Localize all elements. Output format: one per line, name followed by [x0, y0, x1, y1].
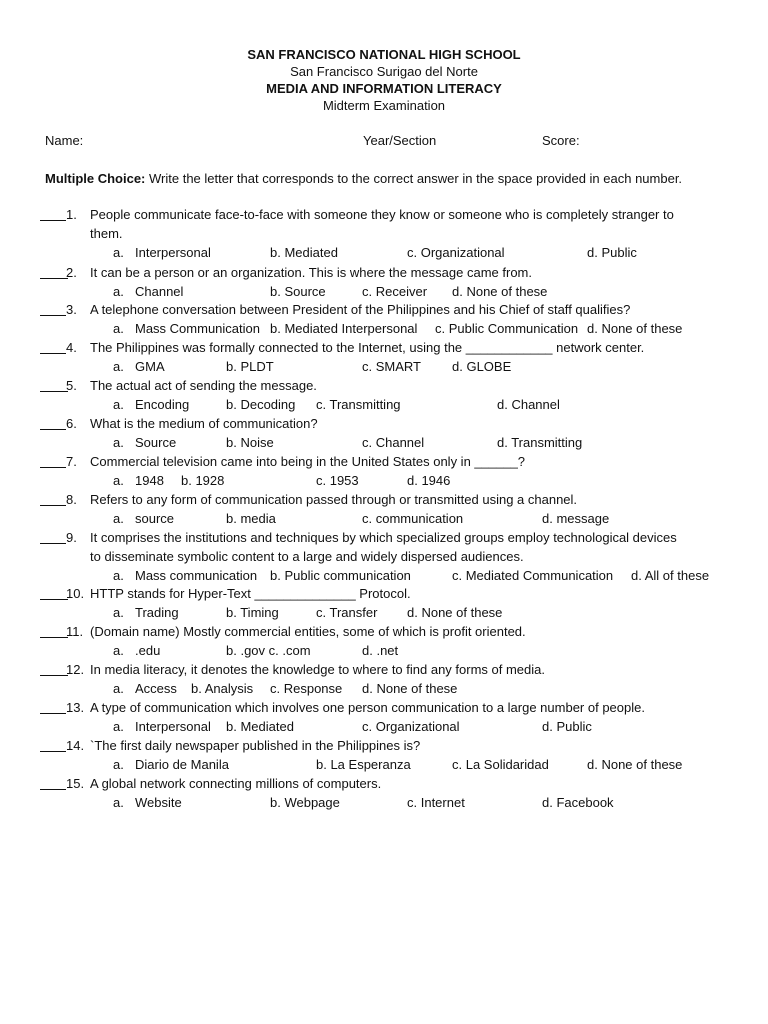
answer-blank[interactable]	[40, 391, 68, 392]
option: b. Noise	[226, 435, 274, 450]
answer-blank[interactable]	[40, 429, 66, 430]
question-text-continued	[0, 549, 768, 568]
option: Website	[135, 795, 182, 810]
options-row	[0, 643, 768, 662]
options-row	[0, 511, 768, 530]
option: d. None of these	[452, 284, 548, 299]
question-number: 15.	[66, 776, 85, 791]
option: Trading	[135, 605, 179, 620]
question-text: In media literacy, it denotes the knowledge to where to find any forms of media.	[90, 662, 545, 677]
answer-blank[interactable]	[40, 751, 66, 752]
question-1	[0, 207, 768, 226]
option: b. Public communication	[270, 568, 411, 583]
option-letter: a.	[113, 321, 124, 336]
options-row	[0, 321, 768, 340]
question-7	[0, 454, 768, 473]
subject-title: MEDIA AND INFORMATION LITERACY	[266, 81, 502, 96]
option: d. None of these	[407, 605, 503, 620]
question-4	[0, 340, 768, 359]
question-text: HTTP stands for Hyper-Text ______________ Protocol.	[90, 586, 411, 601]
question-text: A type of communication which involves one person communication to a large number of people.	[90, 700, 645, 715]
question-text: A telephone conversation between President of the Philippines and his Chief of staff qualifies?	[90, 302, 631, 317]
question-number: 13.	[66, 700, 85, 715]
option: d. Transmitting	[497, 435, 583, 450]
options-row	[0, 568, 768, 587]
option: c. 1953	[316, 473, 359, 488]
option: 1948	[135, 473, 164, 488]
answer-blank[interactable]	[40, 220, 66, 221]
option: Interpersonal	[135, 719, 211, 734]
question-text: `The first daily newspaper published in the Philippines is?	[90, 738, 421, 753]
option-letter: a.	[113, 643, 124, 658]
options-row	[0, 435, 768, 454]
question-13	[0, 700, 768, 719]
question-text: A global network connecting millions of computers.	[90, 776, 382, 791]
answer-blank[interactable]	[40, 467, 66, 468]
answer-blank[interactable]	[40, 278, 68, 279]
question-number: 6.	[66, 416, 77, 431]
student-info-row	[45, 133, 725, 151]
option: c. La Solidaridad	[452, 757, 549, 772]
school-name: SAN FRANCISCO NATIONAL HIGH SCHOOL	[247, 47, 521, 62]
option-letter: a.	[113, 473, 124, 488]
question-8	[0, 492, 768, 511]
answer-blank[interactable]	[40, 353, 66, 354]
option: c. Organizational	[362, 719, 460, 734]
option: b. 1928	[181, 473, 225, 488]
question-text: The Philippines was formally connected to the Internet, using the ____________ network center.	[90, 340, 645, 355]
option: Mass Communication	[135, 321, 260, 336]
option-letter: a.	[113, 245, 124, 260]
option-letter: a.	[113, 681, 124, 696]
question-9	[0, 530, 768, 549]
question-number: 4.	[66, 340, 77, 355]
option: b. Source	[270, 284, 326, 299]
question-number: 5.	[66, 378, 77, 393]
answer-blank[interactable]	[40, 505, 66, 506]
option: b. Analysis	[191, 681, 254, 696]
answer-blank[interactable]	[40, 637, 68, 638]
exam-header	[0, 46, 768, 114]
option: Source	[135, 435, 177, 450]
option: d. None of these	[362, 681, 458, 696]
question-number: 12.	[66, 662, 85, 677]
question-number: 8.	[66, 492, 77, 507]
option: b. Webpage	[270, 795, 340, 810]
answer-blank[interactable]	[40, 599, 68, 600]
option: d. Facebook	[542, 795, 614, 810]
option-letter: a.	[113, 359, 124, 374]
options-row	[0, 284, 768, 303]
option: b. Timing	[226, 605, 279, 620]
score-label: Score:	[542, 133, 580, 148]
option: d. message	[542, 511, 610, 526]
question-number: 3.	[66, 302, 77, 317]
question-text: (Domain name) Mostly commercial entities, some of which is profit oriented.	[90, 624, 526, 639]
option: d. Public	[587, 245, 637, 260]
option-letter: a.	[113, 284, 124, 299]
question-12	[0, 662, 768, 681]
instructions	[45, 169, 717, 188]
question-text: It comprises the institutions and techniques by which specialized groups employ technological devices	[90, 530, 677, 545]
answer-blank[interactable]	[40, 713, 66, 714]
option: c. Transfer	[316, 605, 378, 620]
option: b. .gov c. .com	[226, 643, 311, 658]
option: b. Decoding	[226, 397, 296, 412]
option: c. Internet	[407, 795, 465, 810]
school-location: San Francisco Surigao del Norte	[290, 64, 478, 79]
answer-blank[interactable]	[40, 543, 66, 544]
question-2	[0, 265, 768, 284]
option: c. Response	[270, 681, 343, 696]
option: c. Receiver	[362, 284, 428, 299]
option: Interpersonal	[135, 245, 211, 260]
options-row	[0, 359, 768, 378]
option: c. Transmitting	[316, 397, 401, 412]
option: d. Public	[542, 719, 592, 734]
question-text: It can be a person or an organization. This is where the message came from.	[90, 265, 532, 280]
question-number: 7.	[66, 454, 77, 469]
answer-blank[interactable]	[40, 315, 66, 316]
option: c. Organizational	[407, 245, 505, 260]
option-letter: a.	[113, 397, 124, 412]
option: d. GLOBE	[452, 359, 512, 374]
option: d. All of these	[631, 568, 710, 583]
option: source	[135, 511, 175, 526]
option: d. .net	[362, 643, 399, 658]
question-text: People communicate face-to-face with someone they know or someone who is completely stranger to	[90, 207, 674, 222]
option: GMA	[135, 359, 165, 374]
question-6	[0, 416, 768, 435]
option: c. SMART	[362, 359, 421, 374]
option-letter: a.	[113, 719, 124, 734]
question-text: Refers to any form of communication passed through or transmitted using a channel.	[90, 492, 578, 507]
options-row	[0, 605, 768, 624]
question-number: 1.	[66, 207, 77, 222]
question-number: 11.	[66, 624, 84, 639]
option: Channel	[135, 284, 184, 299]
question-5	[0, 378, 768, 397]
question-text-continued	[0, 226, 768, 245]
options-row	[0, 795, 768, 814]
question-3	[0, 302, 768, 321]
options-row	[0, 757, 768, 776]
question-text: The actual act of sending the message.	[90, 378, 317, 393]
option: Mass communication	[135, 568, 258, 583]
options-row	[0, 681, 768, 700]
option-letter: a.	[113, 795, 124, 810]
option: d. None of these	[587, 757, 683, 772]
option: c. Mediated Communication	[452, 568, 614, 583]
options-row	[0, 719, 768, 738]
question-text: them.	[90, 226, 123, 241]
option-letter: a.	[113, 435, 124, 450]
option: c. communication	[362, 511, 464, 526]
option: c. Channel	[362, 435, 425, 450]
option: b. PLDT	[226, 359, 274, 374]
option-letter: a.	[113, 605, 124, 620]
instructions-heading: Multiple Choice:	[45, 171, 146, 186]
options-row	[0, 397, 768, 416]
exam-title: Midterm Examination	[322, 98, 446, 113]
option-letter: a.	[113, 568, 124, 583]
option: b. La Esperanza	[316, 757, 411, 772]
answer-blank[interactable]	[40, 675, 68, 676]
option: Access	[135, 681, 177, 696]
option-letter: a.	[113, 511, 124, 526]
answer-blank[interactable]	[40, 789, 66, 790]
options-row	[0, 245, 768, 264]
option: d. Channel	[497, 397, 560, 412]
question-text: Commercial television came into being in the United States only in ______?	[90, 454, 526, 469]
option-letter: a.	[113, 757, 124, 772]
option: b. Mediated	[226, 719, 294, 734]
question-number: 10.	[66, 586, 85, 601]
question-10	[0, 586, 768, 605]
option: Encoding	[135, 397, 190, 412]
question-11	[0, 624, 768, 643]
options-row	[0, 473, 768, 492]
instructions-text: Write the letter that corresponds to the correct answer in the space provided in each number.	[145, 171, 683, 186]
question-text: to disseminate symbolic content to a large and widely dispersed audiences.	[90, 549, 524, 564]
name-label: Name:	[45, 133, 84, 148]
option: d. None of these	[587, 321, 683, 336]
question-15	[0, 776, 768, 795]
option: b. media	[226, 511, 276, 526]
question-number: 2.	[66, 265, 77, 280]
section-label: Year/Section	[363, 133, 437, 148]
question-14	[0, 738, 768, 757]
question-number: 14.	[66, 738, 85, 753]
option: b. Mediated	[270, 245, 338, 260]
option: .edu	[135, 643, 161, 658]
option: b. Mediated Interpersonal	[270, 321, 418, 336]
option: d. 1946	[407, 473, 451, 488]
question-text: What is the medium of communication?	[90, 416, 318, 431]
option: Diario de Manila	[135, 757, 229, 772]
question-number: 9.	[66, 530, 77, 545]
option: c. Public Communication	[435, 321, 579, 336]
